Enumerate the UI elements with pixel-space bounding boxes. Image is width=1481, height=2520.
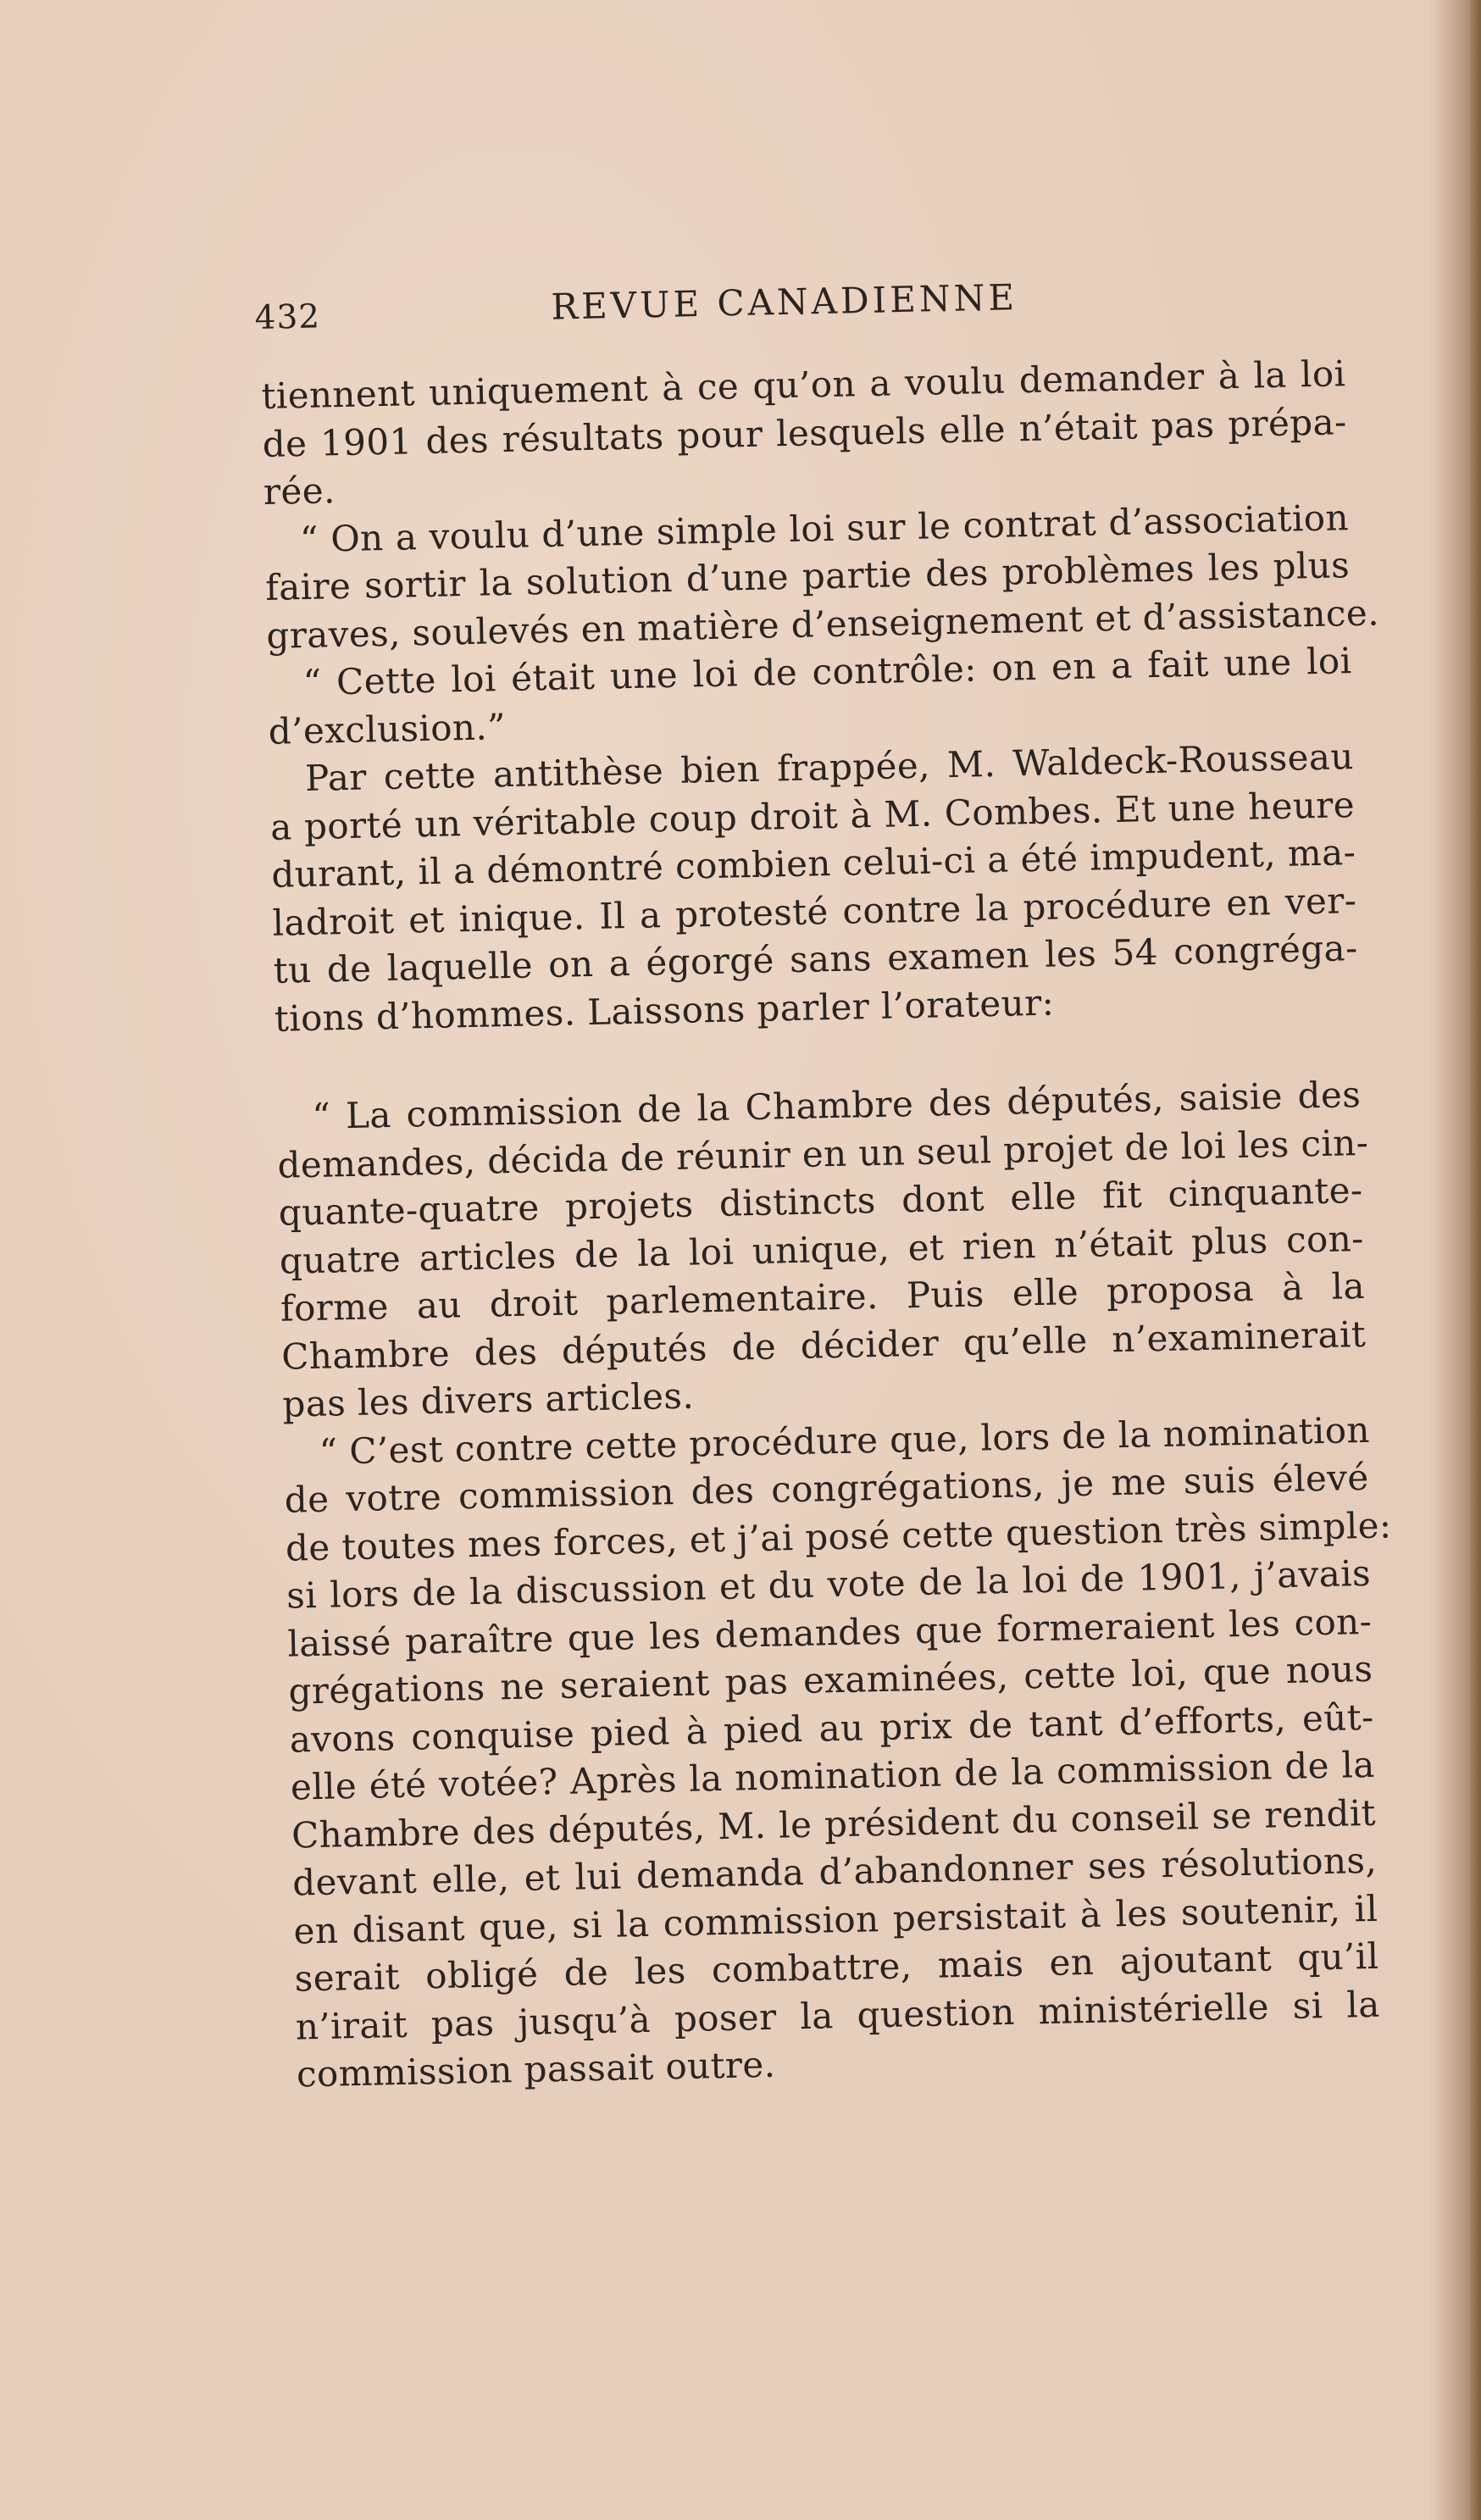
body-text — [261, 350, 1392, 2099]
text-line: elle été votée? Après la nomination de la commission de la — [290, 1743, 1376, 1808]
text-line: quante-quatre projets distincts dont elle fit cinquante- — [278, 1168, 1363, 1234]
text-line: d’exclusion.” — [268, 705, 507, 752]
text-line: Par cette antithèse bien frappée, M. Waldeck-Rousseau — [304, 735, 1355, 800]
running-title: REVUE CANADIENNE — [550, 276, 1018, 328]
quoted-paragraph — [283, 1406, 1392, 2099]
text-line: grégations ne seraient pas examinées, cette loi, que nous — [288, 1647, 1373, 1712]
page-edge-shadow — [1469, 0, 1481, 2520]
text-line: tu de laquelle on a égorgé sans examen les 54 congréga- — [273, 927, 1359, 991]
text-line: faire sortir la solution d’une partie des problèmes les plus — [264, 544, 1351, 608]
text-line: forme au droit parlementaire. Puis elle proposa à la — [280, 1264, 1366, 1329]
text-line: rée. — [263, 469, 336, 513]
text-line: pas les divers articles. — [281, 1374, 695, 1425]
text-line: “ Cette loi était une loi de contrôle: on en a fait une loi — [302, 640, 1352, 704]
text-line: tiennent uniquement à ce qu’on a voulu demander à la loi — [261, 352, 1346, 417]
text-line: serait obligé de les combattre, mais en ajoutant qu’il — [294, 1934, 1379, 2000]
text-line: durant, il a démontré combien celui-ci a été impudent, ma- — [270, 831, 1356, 896]
text-line: devant elle, et lui demanda d’abandonner ses résolutions, — [291, 1839, 1378, 1904]
text-line: ladroit et inique. Il a protesté contre la procédure en ver- — [272, 879, 1357, 944]
text-line: de 1901 des résultats pour lesquels elle n’était pas prépa- — [262, 400, 1347, 465]
text-line: si lors de la discussion et du vote de la loi de 1901, j’avais — [286, 1551, 1372, 1617]
page-header — [254, 269, 1356, 343]
quoted-paragraph — [276, 1071, 1367, 1429]
text-line: laissé paraître que les demandes que formeraient les con- — [286, 1600, 1373, 1665]
text-line: n’irait pas jusqu’à poser la question ministérielle si la — [295, 1983, 1381, 2048]
text-line: a porté un véritable coup droit à M. Combes. Et une heure — [269, 783, 1356, 848]
paragraph — [261, 350, 1348, 516]
text-line: de toutes mes forces, et j’ai posé cette question très simple: — [285, 1503, 1392, 1569]
paragraph — [264, 494, 1380, 660]
text-line: avons conquise pied à pied au prix de tant d’efforts, eût- — [289, 1696, 1375, 1761]
text-line: graves, soulevés en matière d’enseignement et d’assistance. — [265, 591, 1380, 657]
text-line: “ La commission de la Chambre des députés, saisie des — [311, 1074, 1362, 1137]
text-line: tions d’hommes. Laissons parler l’orateur: — [274, 981, 1055, 1040]
text-line: de votre commission des congrégations, je me suis élevé — [284, 1456, 1370, 1521]
text-line: “ C’est contre cette procédure que, lors de la nomination — [319, 1408, 1371, 1473]
text-line: Chambre des députés, M. le président du conseil se rendit — [291, 1791, 1377, 1857]
text-line: commission passait outre. — [296, 2043, 776, 2095]
text-line: quatre articles de la loi unique, et rien n’était plus con- — [279, 1217, 1365, 1282]
text-line: en disant que, si la commission persistait à les soutenir, il — [293, 1887, 1378, 1952]
text-line: Chambre des députés de décider qu’elle n’examinerait — [280, 1313, 1367, 1378]
text-line: “ On a voulu d’une simple loi sur le contrat d’association — [299, 496, 1350, 560]
page-number: 432 — [254, 297, 321, 337]
paragraph — [269, 733, 1359, 1043]
text-line: demandes, décida de réunir en un seul projet de loi les cin- — [277, 1121, 1369, 1186]
